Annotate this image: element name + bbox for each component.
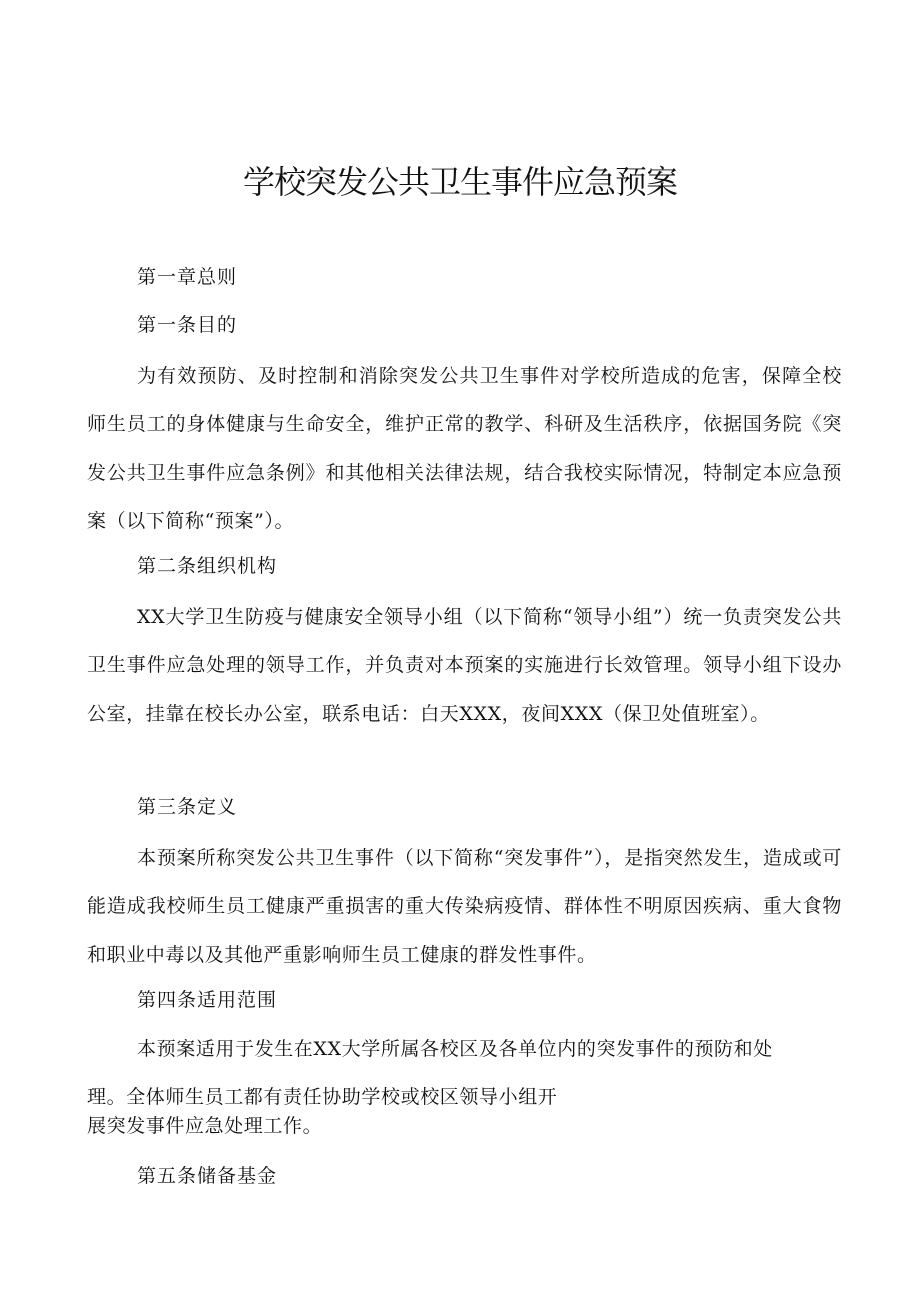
article-2-heading: 第二条组织机构 [137,555,278,577]
document-title: 学校突发公共卫生事件应急预案 [242,163,677,201]
article-5-heading: 第五条储备基金 [137,1165,278,1187]
chapter-1-heading: 第一章总则 [137,266,238,288]
article-3-paragraph: 本预案所称突发公共卫生事件（以下简称“突发事件”），是指突然发生，造成或可能造成我校师生员工健康严重损害的重大传染病疫情、群体性不明原因疾病、重大食物和职业中毒以及其他严重影响师生员工健康的群发性事件。 [87,847,842,966]
article-1-heading: 第一条目的 [137,314,238,336]
article-4-paragraph-line-1: 本预案适用于发生在XX大学所属各校区及各单位内的突发事件的预防和处 [137,1038,773,1060]
article-1-paragraph: 为有效预防、及时控制和消除突发公共卫生事件对学校所造成的危害，保障全校师生员工的身体健康与生命安全，维护正常的教学、科研及生活秩序，依据国务院《突发公共卫生事件应急条例》和其他相关法律法规，结合我校实际情况，特制定本应急预案（以下简称“预案”）。 [87,365,842,532]
article-4-heading: 第四条适用范围 [137,989,278,1011]
article-2-paragraph: XX大学卫生防疫与健康安全领导小组（以下简称“领导小组”）统一负责突发公共卫生事件应急处理的领导工作，并负责对本预案的实施进行长效管理。领导小组下设办公室，挂靠在校长办公室，联系电话：白天XXX，夜间XXX（保卫处值班室）。 [87,606,842,725]
article-4-paragraph-line-3: 展突发事件应急处理工作。 [87,1115,323,1137]
article-4-paragraph-line-2: 理。全体师生员工都有责任协助学校或校区领导小组开 [87,1086,558,1108]
article-3-heading: 第三条定义 [137,796,238,818]
